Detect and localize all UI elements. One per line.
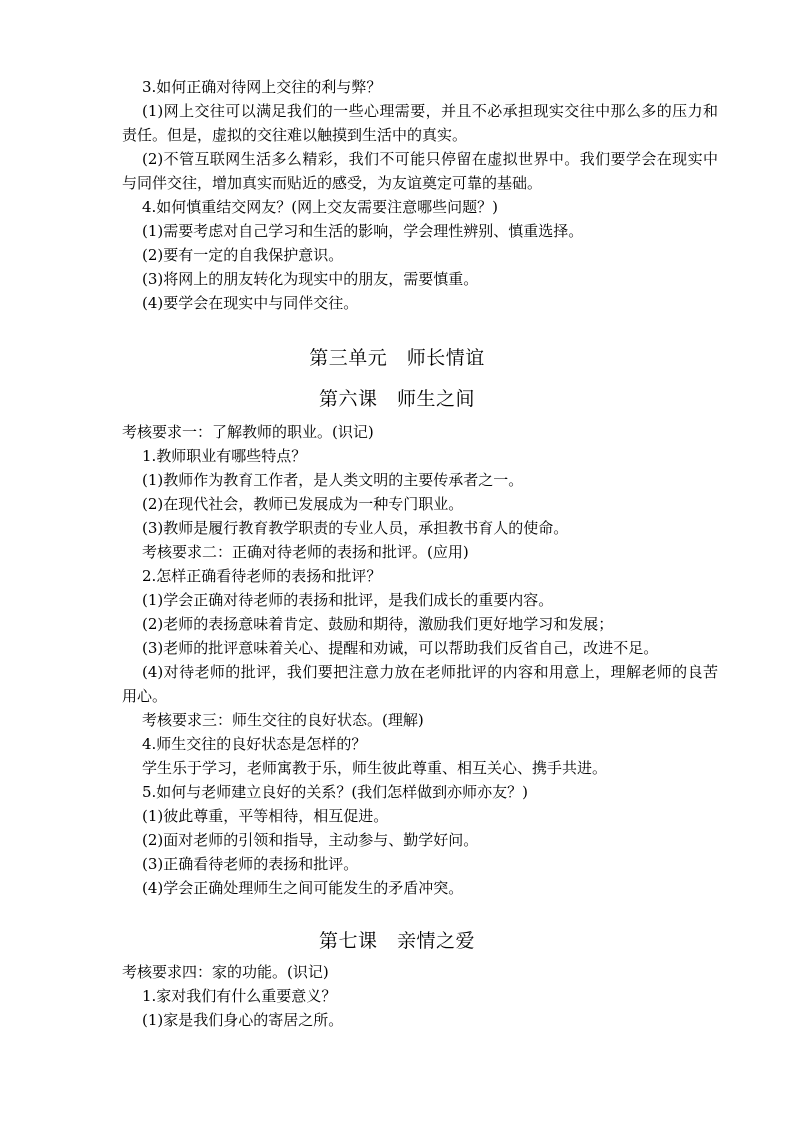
- answer-line: (3)老师的批评意味着关心、提醒和劝诫，可以帮助我们反省自己，改进不足。: [142, 639, 659, 657]
- answer-line: 学生乐于学习，老师寓教于乐，师生彼此尊重、相互关心、携手共进。: [142, 759, 608, 777]
- question-heading: 5.如何与老师建立良好的关系？(我们怎样做到亦师亦友？): [142, 783, 529, 801]
- answer-line: (1)彼此尊重，平等相待，相互促进。: [142, 807, 389, 825]
- answer-line: (2)在现代社会，教师已发展成为一种专门职业。: [142, 495, 464, 513]
- answer-line: (2)不管互联网生活多么精彩，我们不可能只停留在虚拟世界中。我们要学会在现实中: [142, 150, 718, 168]
- answer-line: (1)教师作为教育工作者，是人类文明的主要传承者之一。: [142, 471, 524, 489]
- question-heading: 2.怎样正确看待老师的表扬和批评？: [142, 567, 382, 585]
- exam-requirement: 考核要求一：了解教师的职业。(识记): [122, 423, 374, 441]
- lesson-title: 第六课 师生之间: [318, 388, 475, 410]
- question-heading: 3.如何正确对待网上交往的利与弊？: [142, 78, 382, 96]
- answer-line: (1)家是我们身心的寄居之所。: [142, 1011, 344, 1029]
- question-heading: 1.家对我们有什么重要意义？: [142, 987, 337, 1005]
- exam-requirement: 考核要求二：正确对待老师的表扬和批评。(应用): [142, 543, 469, 561]
- answer-line: (2)要有一定的自我保护意识。: [142, 246, 344, 264]
- question-heading: 4.师生交往的良好状态是怎样的？: [142, 735, 367, 753]
- answer-line: 责任。但是，虚拟的交往难以触摸到生活中的真实。: [122, 126, 468, 144]
- question-heading: 1.教师职业有哪些特点？: [142, 447, 307, 465]
- answer-line: (4)学会正确处理师生之间可能发生的矛盾冲突。: [142, 879, 464, 897]
- answer-line: (2)老师的表扬意味着肯定、鼓励和期待，激励我们更好地学习和发展；: [142, 615, 614, 633]
- exam-requirement: 考核要求三：师生交往的良好状态。(理解): [142, 711, 424, 729]
- answer-line: (1)学会正确对待老师的表扬和批评，是我们成长的重要内容。: [142, 591, 554, 609]
- answer-line: 用心。: [122, 687, 168, 705]
- lesson-title: 第七课 亲情之爱: [318, 930, 475, 952]
- question-heading: 4.如何慎重结交网友？(网上交友需要注意哪些问题？): [142, 198, 499, 216]
- answer-line: (4)要学会在现实中与同伴交往。: [142, 294, 359, 312]
- answer-line: (3)正确看待老师的表扬和批评。: [142, 855, 359, 873]
- answer-line: (1)需要考虑对自己学习和生活的影响，学会理性辨别、慎重选择。: [142, 222, 584, 240]
- answer-line: (4)对待老师的批评，我们要把注意力放在老师批评的内容和用意上，理解老师的良苦: [142, 663, 718, 681]
- answer-line: (3)教师是履行教育教学职责的专业人员，承担教书育人的使命。: [142, 519, 569, 537]
- answer-line: (1)网上交往可以满足我们的一些心理需要，并且不必承担现实交往中那么多的压力和: [142, 102, 718, 120]
- exam-requirement: 考核要求四：家的功能。(识记): [122, 963, 329, 981]
- answer-line: 与同伴交往，增加真实而贴近的感受，为友谊奠定可靠的基础。: [122, 174, 543, 192]
- unit-title: 第三单元 师长情谊: [309, 347, 485, 369]
- answer-line: (3)将网上的朋友转化为现实中的朋友，需要慎重。: [142, 270, 479, 288]
- answer-line: (2)面对老师的引领和指导，主动参与、勤学好问。: [142, 831, 479, 849]
